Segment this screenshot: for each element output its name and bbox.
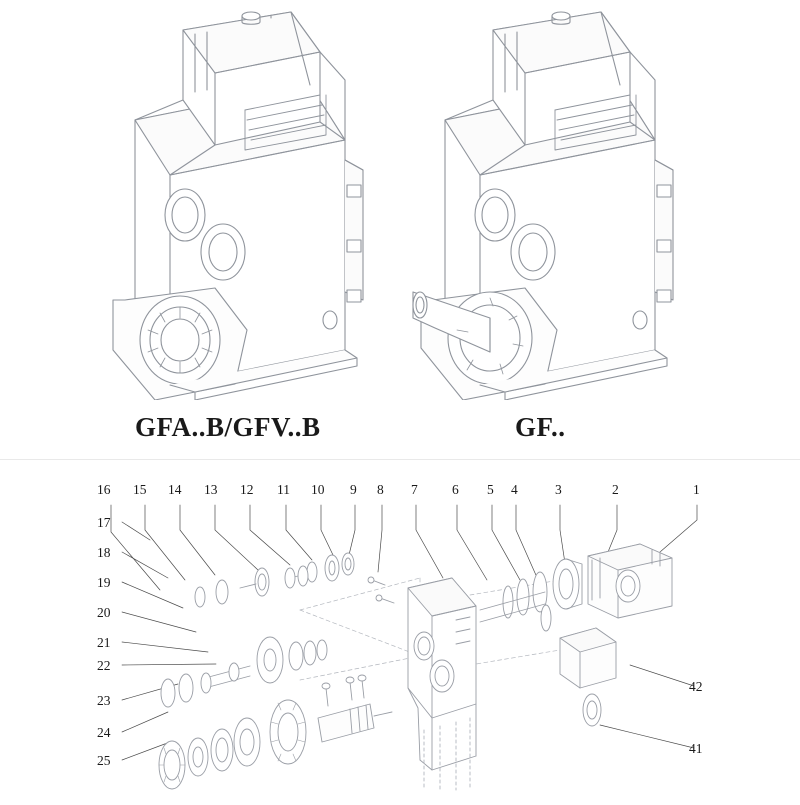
unit-label-gf: GF..	[515, 412, 566, 442]
callout-25: 25	[97, 753, 111, 768]
gearbox-view-gfa-b	[95, 0, 395, 442]
callout-10: 10	[311, 482, 325, 497]
callout-7: 7	[411, 482, 418, 497]
callout-5: 5	[487, 482, 494, 497]
callout-24: 24	[97, 725, 111, 740]
callout-4: 4	[511, 482, 518, 497]
callout-14: 14	[168, 482, 182, 497]
callout-42: 42	[689, 679, 703, 694]
callout-2: 2	[612, 482, 619, 497]
callout-16: 16	[97, 482, 111, 497]
callout-17: 17	[97, 515, 111, 530]
callout-19: 19	[97, 575, 111, 590]
gearbox-view-gf	[405, 0, 705, 442]
callout-22: 22	[97, 658, 111, 673]
callout-9: 9	[350, 482, 357, 497]
callout-20: 20	[97, 605, 111, 620]
callout-15: 15	[133, 482, 147, 497]
callout-11: 11	[277, 482, 290, 497]
callout-8: 8	[377, 482, 384, 497]
callout-18: 18	[97, 545, 111, 560]
callout-12: 12	[240, 482, 254, 497]
exploded-parts-diagram	[0, 460, 800, 800]
callout-1: 1	[693, 482, 700, 497]
callout-41: 41	[689, 741, 703, 756]
unit-label-gfa-b: GFA..B/GFV..B	[135, 412, 321, 442]
callout-6: 6	[452, 482, 459, 497]
callout-13: 13	[204, 482, 218, 497]
callout-21: 21	[97, 635, 111, 650]
callout-3: 3	[555, 482, 562, 497]
callout-23: 23	[97, 693, 111, 708]
